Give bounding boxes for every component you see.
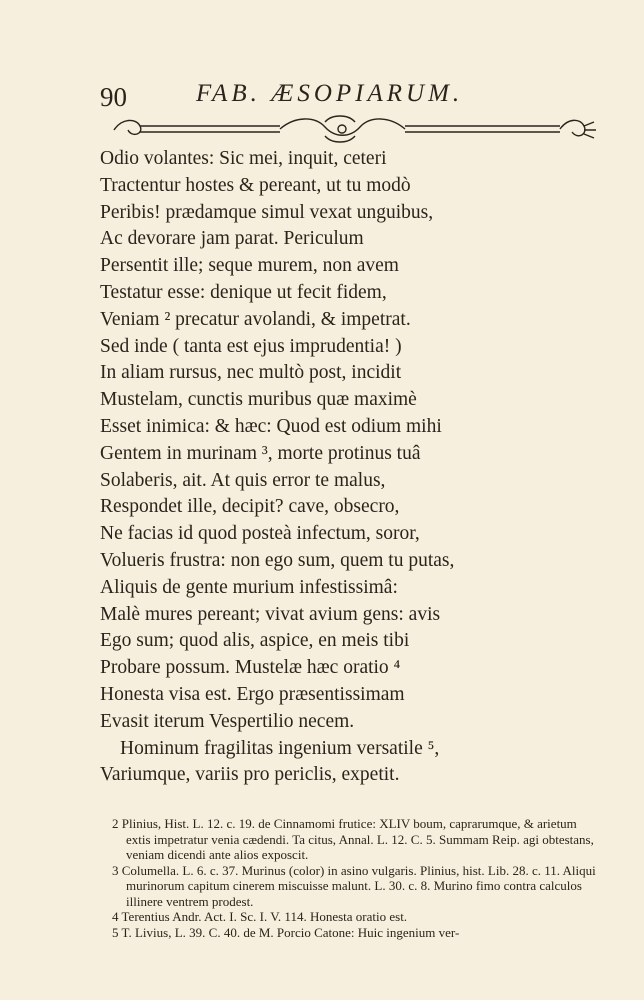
running-head: FAB. ÆSOPIARUM. [196, 80, 464, 107]
fable-verse [100, 146, 520, 789]
verse-line: Sed inde ( tanta est ejus imprudentia! ) [100, 335, 402, 357]
verse-line: Veniam ² precatur avolandi, & impetrat. [100, 308, 411, 330]
verse-line: Respondet ille, decipit? cave, obsecro, [100, 496, 400, 518]
verse-line: Probare possum. Mustelæ hæc oratio ⁴ [100, 657, 401, 679]
verse-line: Hominum fragilitas ingenium versatile ⁵, [120, 737, 440, 759]
footnote: 3 Columella. L. 6. c. 37. Murinus (color) in asino vulgaris. Plinius, hist. Lib. 28. c. 11. Aliqui murinorum capitum cinerem miscuisse malunt. L. 30. c. 8. Murino fimo contra calculos illinere ventrem prodest. [112, 862, 596, 909]
verse-line: Volueris frustra: non ego sum, quem tu putas, [100, 549, 455, 571]
verse-line: Ego sum; quod alis, aspice, en meis tibi [100, 630, 410, 652]
page-header [100, 80, 580, 114]
verse-line: Variumque, variis pro periclis, expetit. [100, 764, 400, 786]
verse-line: Esset inimica: & hæc: Quod est odium mihi [100, 415, 442, 437]
footnote: 2 Plinius, Hist. L. 12. c. 19. de Cinnamomi frutice: XLIV boum, caprarumque, & arietum extis impetratur venia cædendi. Ta citus, Annal. L. 12. C. 5. Summam Reip. agi obtestans, veniam dicendi ante alios exposcit. [112, 816, 594, 862]
verse-line: Aliquis de gente murium infestissimâ: [100, 576, 398, 598]
verse-line: Persentit ille; seque murem, non avem [100, 255, 399, 277]
verse-line: Malè mures pereant; vivat avium gens: avis [100, 603, 441, 625]
verse-line: Mustelam, cunctis muribus quæ maximè [100, 389, 417, 411]
verse-line: Honesta visa est. Ergo præsentissimam [100, 683, 405, 705]
verse-line: Evasit iterum Vespertilio necem. [100, 710, 355, 732]
verse-line: Gentem in murinam ³, morte protinus tuâ [100, 442, 421, 464]
verse-line: Ne facias id quod posteà infectum, soror, [100, 523, 420, 545]
footnote: 5 T. Livius, L. 39. C. 40. de M. Porcio Catone: Huic ingenium ver- [112, 924, 460, 940]
footnote: 4 Terentius Andr. Act. I. Sc. I. V. 114. Honesta oratio est. [112, 909, 408, 924]
verse-line: Ac devorare jam parat. Periculum [100, 228, 364, 250]
verse-line: Tractentur hostes & pereant, ut tu modò [100, 174, 411, 196]
verse-line: Solaberis, ait. At quis error te malus, [100, 469, 386, 491]
verse-line: In aliam rursus, nec multò post, incidit [100, 362, 402, 384]
verse-line: Testatur esse: denique ut fecit fidem, [100, 281, 387, 303]
page-number: 90 [100, 82, 127, 112]
verse-line: Odio volantes: Sic mei, inquit, ceteri [100, 148, 387, 169]
decorative-rule-ornament [110, 112, 598, 146]
footnotes [112, 816, 602, 940]
verse-line: Peribis! prædamque simul vexat unguibus, [100, 201, 434, 223]
